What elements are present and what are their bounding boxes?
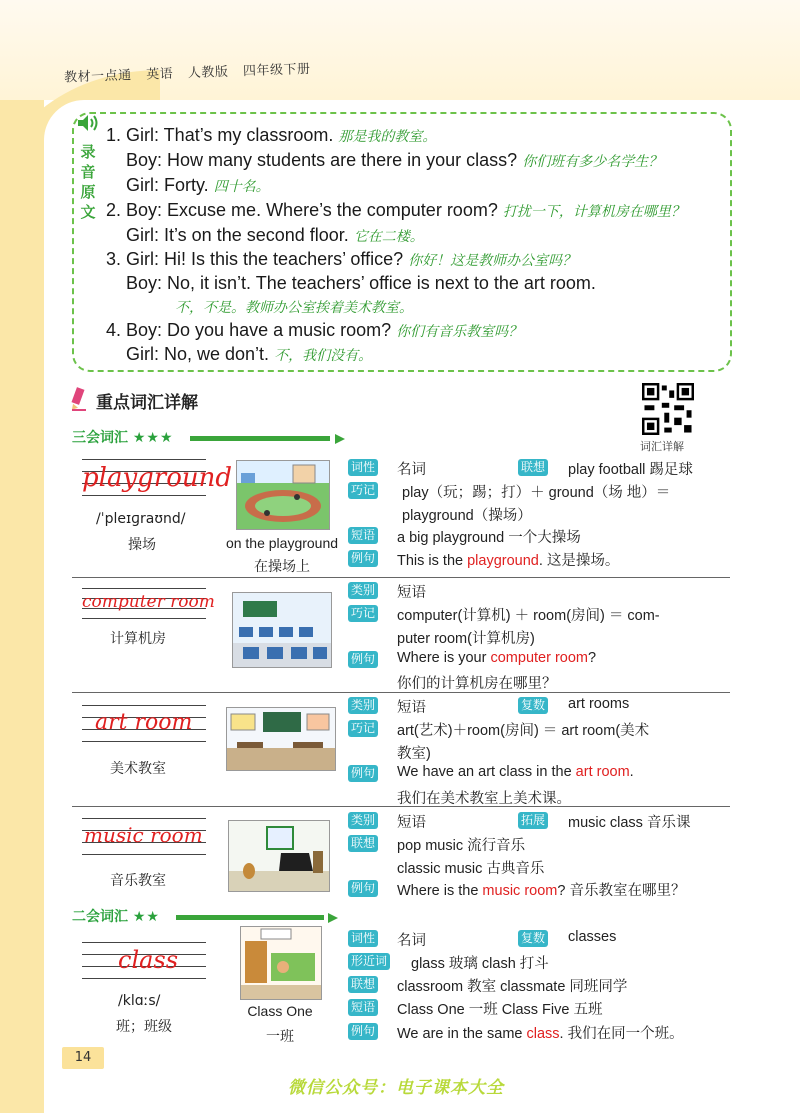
tag-badge: 巧记 bbox=[348, 720, 378, 737]
entry-text: computer(计算机) ＋ room(房间) ＝ com- bbox=[397, 608, 660, 624]
tag-badge: 词性 bbox=[348, 459, 378, 476]
tag-badge: 例句 bbox=[348, 651, 378, 668]
entry-text: art(艺术)＋room(房间) ＝ art room(美术 bbox=[397, 723, 650, 739]
page-number: 14 bbox=[62, 1047, 104, 1069]
tag-badge: 形近词 bbox=[348, 953, 390, 970]
tag-badge: 例句 bbox=[348, 1023, 378, 1040]
section-title: 重点词汇详解 bbox=[96, 393, 198, 413]
computer-room-illustration bbox=[232, 592, 332, 668]
entry-divider bbox=[72, 806, 730, 807]
transcript-line: 不，不是。教师办公室挨着美术教室。 bbox=[175, 300, 413, 316]
tag-badge: 例句 bbox=[348, 765, 378, 782]
entry-text: 名词 bbox=[397, 933, 426, 949]
transcript-line: 3. Girl: Hi! Is this the teachers’ office? 你好！这是教师办公室吗？ bbox=[106, 249, 577, 269]
tag-badge: 类别 bbox=[348, 697, 378, 714]
word-script: music room bbox=[84, 823, 203, 847]
tag-badge: 巧记 bbox=[348, 482, 378, 499]
entry-text: 短语 bbox=[397, 700, 426, 716]
qr-code-icon[interactable] bbox=[642, 383, 694, 435]
example-sentence: We are in the same class. 我们在同一个班。 bbox=[397, 1026, 684, 1042]
tag-badge: 复数 bbox=[518, 697, 548, 714]
header-subject: 英语 bbox=[145, 66, 174, 83]
entry-text: 短语 bbox=[397, 815, 426, 831]
transcript-line: Boy: How many students are there in your class? 你们班有多少名学生？ bbox=[126, 150, 663, 170]
entry-text: classroom 教室 classmate 同班同学 bbox=[397, 979, 628, 995]
tag-badge: 类别 bbox=[348, 812, 378, 829]
entry-text: playground（操场） bbox=[402, 508, 532, 524]
tag-badge: 联想 bbox=[348, 835, 378, 852]
transcript-line: 4. Boy: Do you have a music room? 你们有音乐教室吗？ bbox=[106, 320, 523, 340]
transcript-line: Boy: No, it isn’t. The teachers’ office is next to the art room. bbox=[126, 273, 596, 293]
music-room-illustration bbox=[228, 820, 330, 892]
example-sentence: Where is your computer room? bbox=[397, 650, 597, 666]
word-script: class bbox=[118, 946, 179, 974]
picture-caption: Class One bbox=[247, 1003, 313, 1019]
entry-text: puter room(计算机房) bbox=[397, 631, 535, 647]
transcript-line: Girl: No, we don’t. 不，我们没有。 bbox=[126, 344, 373, 364]
entry-text: play（玩；踢；打）＋ ground（场 地）＝ bbox=[402, 485, 671, 501]
footer-watermark: 微信公众号：电子课本大全 bbox=[288, 1078, 504, 1098]
word-script: art room bbox=[95, 710, 193, 735]
word-meaning: 音乐教室 bbox=[110, 873, 166, 889]
tag-badge: 例句 bbox=[348, 880, 378, 897]
transcript-line: 2. Boy: Excuse me. Where’s the computer room? 打扰一下，计算机房在哪里？ bbox=[106, 200, 685, 220]
entry-text: 名词 bbox=[397, 462, 426, 478]
entry-text: Class One 一班 Class Five 五班 bbox=[397, 1002, 603, 1018]
word-script: playground bbox=[82, 463, 233, 493]
pencil-icon bbox=[70, 386, 90, 412]
entry-text: 你们的计算机房在哪里？ bbox=[397, 676, 557, 692]
example-sentence: Where is the music room? 音乐教室在哪里？ bbox=[397, 883, 686, 899]
example-sentence: This is the playground. 这是操场。 bbox=[397, 553, 620, 569]
entry-text: 教室) bbox=[397, 746, 431, 762]
tag-badge: 类别 bbox=[348, 582, 378, 599]
header-grade: 四年级下册 bbox=[242, 61, 311, 80]
level-bar bbox=[190, 436, 330, 441]
classroom-illustration bbox=[240, 926, 322, 1000]
tag-badge: 词性 bbox=[348, 930, 378, 947]
entry-text: classes bbox=[568, 929, 617, 945]
entry-divider bbox=[72, 692, 730, 693]
entry-text: classic music 古典音乐 bbox=[397, 861, 545, 877]
tag-badge: 短语 bbox=[348, 999, 378, 1016]
level-bar bbox=[176, 915, 324, 920]
word-phonetic: /ˈpleɪɡraʊnd/ bbox=[96, 511, 186, 527]
transcript-line: Girl: It’s on the second floor. 它在二楼。 bbox=[126, 225, 424, 245]
tag-badge: 联想 bbox=[348, 976, 378, 993]
picture-caption-cn: 一班 bbox=[266, 1028, 294, 1044]
word-phonetic: /klɑːs/ bbox=[118, 993, 161, 1009]
entry-divider bbox=[72, 577, 730, 578]
level-bar-tip bbox=[328, 913, 338, 923]
art-room-illustration bbox=[226, 707, 336, 771]
word-script: computer room bbox=[82, 592, 215, 612]
transcript-side-label: 录 音 原 文 bbox=[80, 143, 96, 221]
speaker-icon bbox=[76, 113, 100, 133]
playground-illustration bbox=[236, 460, 330, 530]
tag-badge: 复数 bbox=[518, 930, 548, 947]
level-three-label: 三会词汇 ★★★ bbox=[72, 430, 174, 446]
transcript-line: 1. Girl: That’s my classroom. 那是我的教室。 bbox=[106, 125, 437, 145]
word-meaning: 美术教室 bbox=[110, 761, 166, 777]
entry-text: music class 音乐课 bbox=[568, 815, 691, 831]
tag-badge: 联想 bbox=[518, 459, 548, 476]
tag-badge: 例句 bbox=[348, 550, 378, 567]
entry-text: pop music 流行音乐 bbox=[397, 838, 526, 854]
tag-badge: 巧记 bbox=[348, 605, 378, 622]
qr-label: 词汇详解 bbox=[640, 440, 684, 453]
entry-text: play football 踢足球 bbox=[568, 462, 693, 478]
transcript-line: Girl: Forty. 四十名。 bbox=[126, 175, 270, 195]
level-two-label: 二会词汇 ★★ bbox=[72, 909, 160, 925]
example-sentence: We have an art class in the art room. bbox=[397, 764, 634, 780]
picture-caption: on the playground bbox=[225, 535, 339, 551]
word-meaning: 班；班级 bbox=[116, 1019, 172, 1035]
level-bar-tip bbox=[335, 434, 345, 444]
entry-text: a big playground 一个大操场 bbox=[397, 530, 581, 546]
entry-text: 短语 bbox=[397, 585, 426, 601]
entry-text: glass 玻璃 clash 打斗 bbox=[411, 956, 549, 972]
entry-text: 我们在美术教室上美术课。 bbox=[397, 791, 571, 807]
word-meaning: 操场 bbox=[128, 537, 156, 553]
entry-text: art rooms bbox=[568, 696, 630, 712]
tag-badge: 短语 bbox=[348, 527, 378, 544]
header-book: 教材一点通 bbox=[63, 68, 132, 86]
header-edition: 人教版 bbox=[187, 64, 229, 82]
word-meaning: 计算机房 bbox=[110, 631, 166, 647]
tag-badge: 拓展 bbox=[518, 812, 548, 829]
picture-caption-cn: 在操场上 bbox=[254, 558, 310, 574]
